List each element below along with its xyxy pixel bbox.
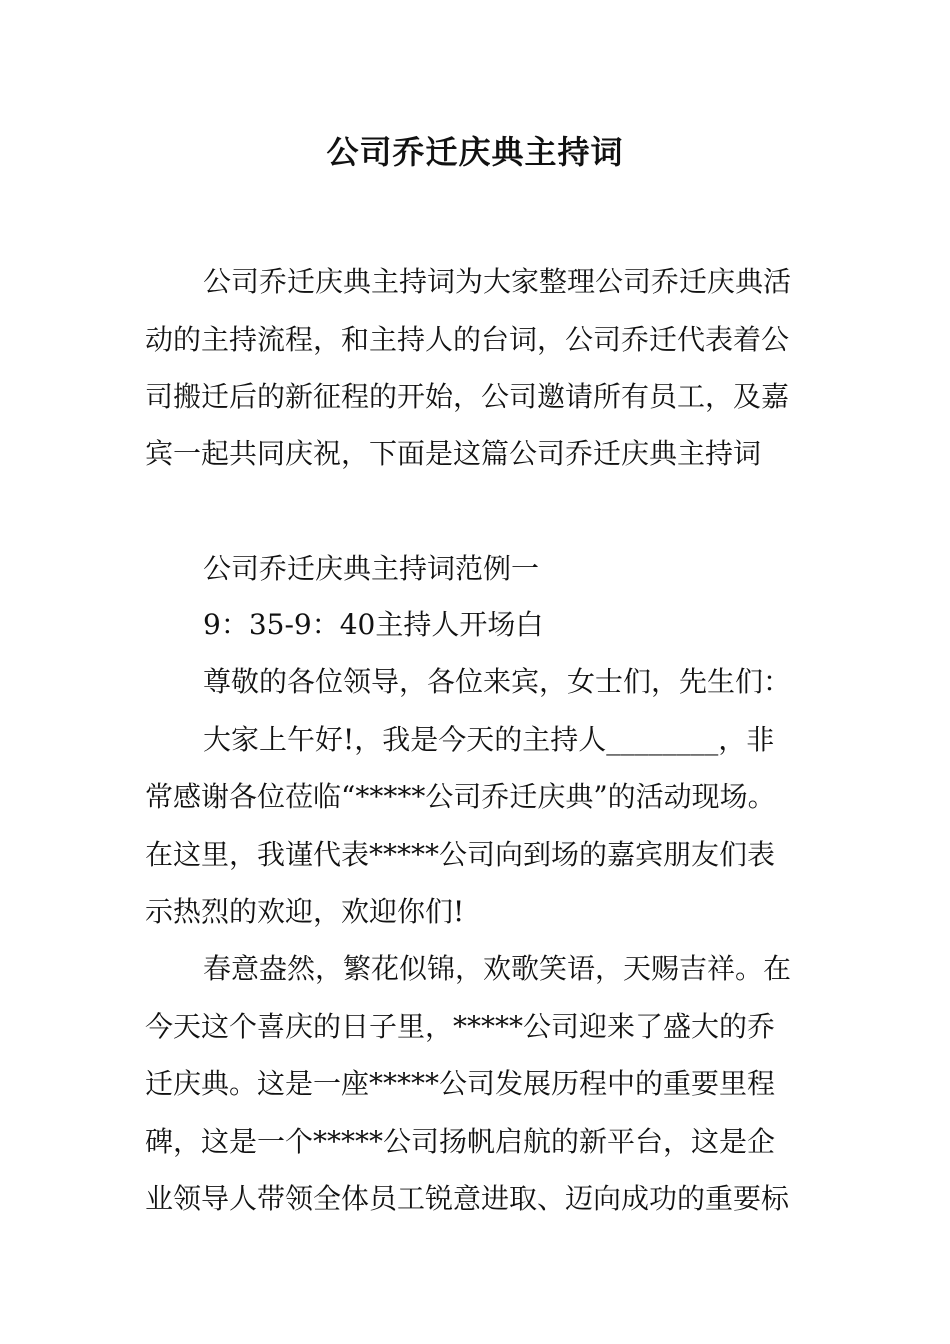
paragraph-line: 司搬迁后的新征程的开始，公司邀请所有员工，及嘉 — [145, 380, 790, 413]
paragraph-line: 在这里，我谨代表*****公司向到场的嘉宾朋友们表 — [145, 838, 776, 871]
paragraph-line: 宾一起共同庆祝，下面是这篇公司乔迁庆典主持词 — [145, 437, 762, 470]
greeting-line: 尊敬的各位领导，各位来宾，女士们，先生们： — [203, 665, 792, 698]
schedule-line: 9：35-9：40主持人开场白 — [203, 608, 544, 641]
paragraph-line: 示热烈的欢迎，欢迎你们! — [145, 895, 465, 928]
document-title: 公司乔迁庆典主持词 — [326, 133, 624, 171]
paragraph-line: 公司乔迁庆典主持词为大家整理公司乔迁庆典活 — [203, 265, 792, 298]
paragraph-line: 大家上午好!，我是今天的主持人________，非 — [203, 723, 775, 756]
paragraph-line: 常感谢各位莅临“*****公司乔迁庆典”的活动现场。 — [145, 780, 776, 813]
paragraph-line: 动的主持流程，和主持人的台词，公司乔迁代表着公 — [145, 323, 790, 356]
paragraph-line: 迁庆典。这是一座*****公司发展历程中的重要里程 — [145, 1067, 776, 1100]
paragraph-line: 碑，这是一个*****公司扬帆启航的新平台，这是企 — [145, 1125, 776, 1158]
paragraph-line: 今天这个喜庆的日子里，*****公司迎来了盛大的乔 — [145, 1010, 776, 1043]
paragraph-line: 春意盎然，繁花似锦，欢歌笑语，天赐吉祥。在 — [203, 952, 792, 985]
section-heading: 公司乔迁庆典主持词范例一 — [203, 552, 540, 585]
paragraph-line: 业领导人带领全体员工锐意进取、迈向成功的重要标 — [145, 1182, 790, 1215]
